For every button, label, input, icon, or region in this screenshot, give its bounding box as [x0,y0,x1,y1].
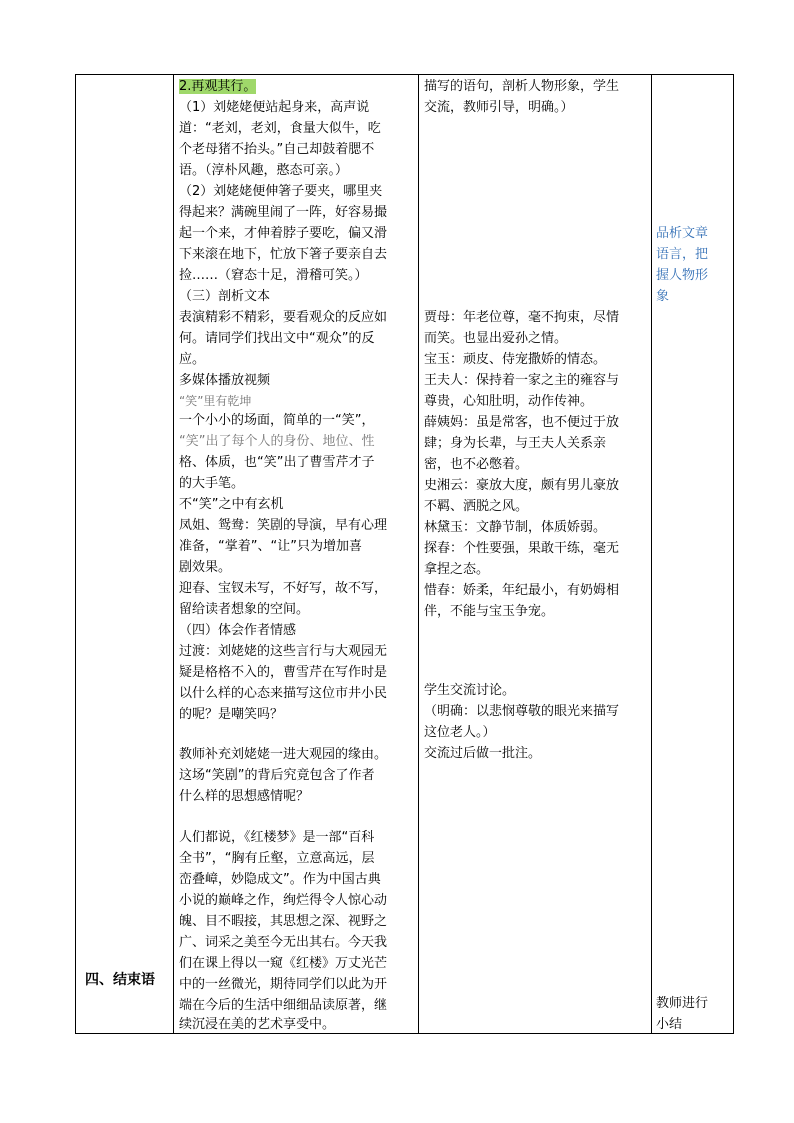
reaction-line: 林黛玉：文静节制，体质娇弱。 [424,520,607,535]
reaction-line: 惜春：娇柔，年纪最小，有奶姆相 [424,583,620,598]
mystery-line: 留给读者想象的空间。 [179,602,310,617]
reaction-line: 探春：个性要强，果敢干练，毫无 [424,541,620,556]
xiao-line: 格、体质，也“笑”出了曹雪芹才子 [179,455,375,470]
reaction-line: 密，也不必憋着。 [424,457,529,472]
reenact-1-line: （1）刘姥姥便站起身来，高声说 [179,100,370,115]
transition-line: 的呢？是嘲笑吗？ [179,707,284,722]
student-intro-line: 交流，教师引导，明确。） [424,100,574,115]
media-note: 多媒体播放视频 [179,373,271,388]
reenact-2-line: 下来滚在地下，忙放下箸子要亲自去 [179,247,388,262]
student-cell [419,75,652,1034]
reaction-line: 王夫人：保持着一家之主的雍容与 [424,373,620,388]
supplement-line: 这场“笑剧”的背后究竟包含了作者 [179,768,375,783]
discussion-line: 这位老人。） [424,725,496,740]
xiao-line: “笑”出了每个人的身份、地位、性 [179,434,375,449]
reaction-line: 尊贵，心知肚明，动作传神。 [424,394,594,409]
reaction-line: 而笑。也显出爱孙之情。 [424,331,568,346]
intent-summary-line: 教师进行 [656,996,709,1011]
reenact-heading: 2.再观其行。 [179,79,257,94]
xiao-title: “笑”里有乾坤 [179,394,252,408]
supplement-line: 教师补充刘姥姥一进大观园的缘由。 [179,747,388,762]
closing-line: 们在课上得以一窥《红楼》万丈光芒 [179,956,388,971]
intent-goal-line: 品析文章 [656,226,709,241]
supplement-line: 什么样的思想感情呢？ [179,789,310,804]
mystery-line: 准备，“掌着”、“让”只为增加喜 [179,539,362,554]
discussion-line: 学生交流讨论。 [424,683,516,698]
mystery-line: 剧效果。 [179,560,232,575]
reaction-line: 拿捏之态。 [424,562,490,577]
reenact-2-line: 捡……（窘态十足，滑稽可笑。） [179,268,368,283]
emotion-heading: （四）体会作者情感 [179,623,297,638]
lesson-plan-table [75,74,734,1034]
mystery-title: 不“笑”之中有玄机 [179,497,284,512]
activity-cell [174,75,419,1034]
transition-line: 过渡：刘姥姥的这些言行与大观园无 [179,644,388,659]
closing-line: 端在今后的生活中细细品读原著，继 [179,998,388,1013]
closing-line: 魄、目不暇接，其思想之深、视野之 [179,914,388,929]
closing-line: 人们都说，《红楼梦》是一部“百科 [179,830,375,845]
reaction-line: 宝玉：顽皮、侍宠撒娇的情态。 [424,352,607,367]
closing-line: 广、词采之美至今无出其右。今天我 [179,935,388,950]
analysis-line: 应。 [179,352,206,367]
intent-cell [652,75,734,1034]
reenact-2-line: （2）刘姥姥便伸箸子要夹，哪里夹 [179,184,383,199]
discussion-line: （明确：以悲悯尊敬的眼光来描写 [424,704,620,719]
closing-line: 续沉浸在美的艺术享受中。 [179,1017,336,1032]
closing-line: 峦叠嶂，妙隐成文”。作为中国古典 [179,872,381,887]
transition-line: 疑是格格不入的，曹雪芹在写作时是 [179,665,388,680]
intent-goal-line: 象 [656,289,670,304]
reaction-line: 肆；身为长辈，与王夫人关系亲 [424,436,607,451]
reenact-2-line: 起一个来，才伸着脖子要吃，偏又滑 [179,226,388,241]
closing-line: 小说的巅峰之作，绚烂得令人惊心动 [179,893,388,908]
xiao-line: 的大手笔。 [179,476,245,491]
analysis-line: 表演精彩不精彩，要看观众的反应如 [179,310,388,325]
closing-line: 全书”，“胸有丘壑，立意高远，层 [179,851,375,866]
mystery-line: 凤姐、鸳鸯：笑剧的导演，早有心理 [179,518,388,533]
intent-goal-line: 语言，把 [656,247,709,262]
discussion-line: 交流过后做一批注。 [424,746,542,761]
reaction-line: 伴，不能与宝玉争宠。 [424,604,555,619]
reaction-line: 薛姨妈：虽是常客，也不便过于放 [424,415,620,430]
analysis-heading: （三）剖析文本 [179,289,271,304]
reaction-line: 不羁、洒脱之风。 [424,499,529,514]
analysis-line: 何。请同学们找出文中“观众”的反 [179,331,375,346]
reaction-line: 贾母：年老位尊，毫不拘束，尽情 [424,310,620,325]
reenact-1-line: 道：“老刘，老刘，食量大似牛，吃 [179,121,381,136]
reenact-2-line: 得起来？满碗里闹了一阵，好容易撮 [179,205,388,220]
intent-goal-line: 握人物形 [656,268,709,283]
xiao-line: 一个小小的场面，简单的一“笑”， [179,413,375,428]
reenact-1-line: 语。（淳朴风趣，憨态可亲。） [179,163,349,178]
reaction-line: 史湘云：豪放大度，颇有男儿豪放 [424,478,620,493]
transition-line: 以什么样的心态来描写这位市井小民 [179,686,388,701]
stage-label: 四、结束语 [85,972,155,988]
stage-cell [76,75,174,1034]
reenact-1-line: 个老母猪不抬头。”自己却鼓着腮不 [179,142,375,157]
student-intro-line: 描写的语句，剖析人物形象，学生 [424,79,620,94]
closing-line: 中的一丝微光，期待同学们以此为开 [179,977,388,992]
mystery-line: 迎春、宝钗未写，不好写，故不写， [179,581,388,596]
intent-summary-line: 小结 [656,1017,683,1032]
